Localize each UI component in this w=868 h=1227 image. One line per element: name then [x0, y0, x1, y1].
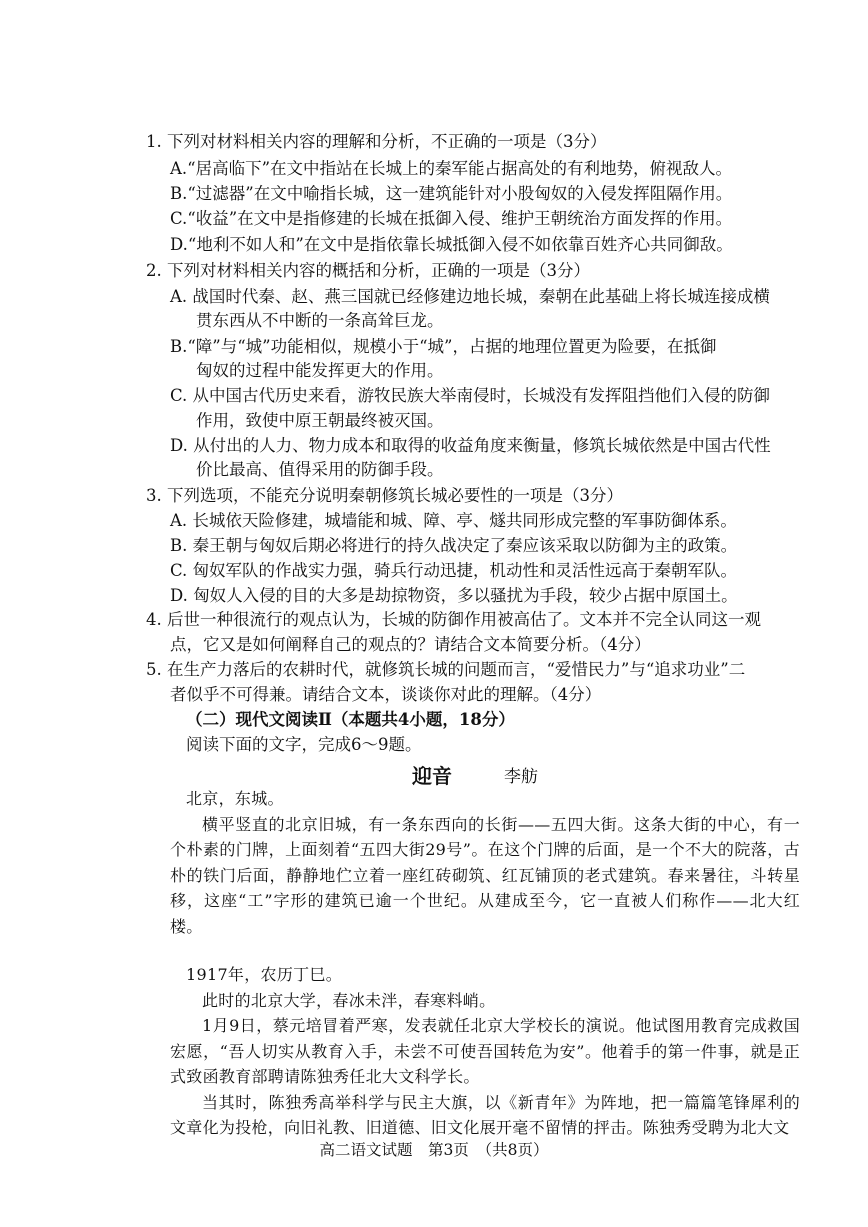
q2-option-a-cont: 贯东西从不中断的一条高耸巨龙。	[196, 311, 444, 330]
q3-option-c: C. 匈奴军队的作战实力强，骑兵行动迅捷，机动性和灵活性远高于秦朝军队。	[170, 561, 738, 580]
q2-option-b: B.“障”与“城”功能相似，规模小于“城”，占据的地理位置更为险要，在抵御	[170, 337, 717, 356]
paragraph: 1月9日，蔡元培冒着严寒，发表就任北京大学校长的演说。他试图用教育完成救国宏愿，“吾人切实从教育入手，未尝不可使吾国转危为安”。他着手的第一件事，就是正式致函教育部聘请陈独秀任北大文科学长。	[170, 1016, 800, 1086]
q2-stem: 2. 下列对材料相关内容的概括和分析，正确的一项是（3分）	[146, 261, 590, 280]
q4-stem: 4. 后世一种很流行的观点认为，长城的防御作用被高估了。文本并不完全认同这一观	[146, 610, 761, 629]
q3-option-a: A. 长城依天险修建，城墙能和城、障、亭、燧共同形成完整的军事防御体系。	[170, 511, 737, 530]
q1-option-b: B.“过滤器”在文中喻指长城，这一建筑能针对小股匈奴的入侵发挥阻隔作用。	[170, 184, 733, 203]
q2-option-c-cont: 作用，致使中原王朝最终被灭国。	[196, 411, 444, 430]
paragraph: 1917年，农历丁巳。	[186, 965, 343, 984]
page-footer: 高二语文试题 第3页 （共8页）	[319, 1141, 549, 1159]
article-body-2	[170, 962, 800, 1141]
q1-option-c: C.“收益”在文中是指修建的长城在抵御入侵、维护王朝统治方面发挥的作用。	[170, 209, 733, 228]
paragraph: 当其时，陈独秀高举科学与民主大旗，以《新青年》为阵地，把一篇篇笔锋犀利的文章化为投枪，向旧礼教、旧道德、旧文化展开毫不留情的抨击。陈独秀受聘为北大文	[170, 1092, 800, 1137]
q1-option-a: A.“居高临下”在文中指站在长城上的秦军能占据高处的有利地势，俯视敌人。	[170, 159, 733, 178]
q2-option-d-cont: 价比最高、值得采用的防御手段。	[196, 460, 444, 479]
q2-option-a: A. 战国时代秦、赵、燕三国就已经修建边地长城，秦朝在此基础上将长城连接成横	[170, 287, 770, 306]
article-body-1	[170, 786, 800, 939]
article-title: 迎音	[412, 764, 452, 788]
q2-option-b-cont: 匈奴的过程中能发挥更大的作用。	[196, 361, 444, 380]
q1-option-d: D.“地利不如人和”在文中是指依靠长城抵御入侵不如依靠百姓齐心共同御敌。	[170, 235, 733, 254]
q2-option-c: C. 从中国古代历史来看，游牧民族大举南侵时，长城没有发挥阻挡他们入侵的防御	[170, 386, 771, 405]
q4-stem-cont: 点，它又是如何阐释自己的观点的？请结合文本简要分析。（4分）	[170, 635, 651, 654]
q2-option-d: D. 从付出的人力、物力成本和取得的收益角度来衡量，修筑长城依然是中国古代性	[170, 436, 771, 455]
section-heading: （二）现代文阅读Ⅱ（本题共4小题，18分）	[186, 710, 515, 729]
paragraph: 北京，东城。	[186, 789, 284, 808]
section-instruction: 阅读下面的文字，完成6～9题。	[186, 735, 422, 754]
q3-option-b: B. 秦王朝与匈奴后期必将进行的持久战决定了秦应该采取以防御为主的政策。	[170, 536, 738, 555]
paragraph: 横平竖直的北京旧城，有一条东西向的长街——五四大街。这条大街的中心，有一个朴素的门牌，上面刻着“五四大街29号”。在这个门牌的后面，是一个不大的院落，古朴的铁门后面，静静地伫立着一座红砖砌筑、红瓦铺顶的老式建筑。春来暑往，斗转星移，这座“工”字形的建筑已逾一个世纪。从建成至今，它一直被人们称作——北大红楼。	[170, 814, 800, 936]
paragraph: 此时的北京大学，春冰未泮，春寒料峭。	[202, 990, 496, 1010]
q3-stem: 3. 下列选项，不能充分说明秦朝修筑长城必要性的一项是（3分）	[146, 486, 623, 505]
q5-stem-cont: 者似乎不可得兼。请结合文本，谈谈你对此的理解。（4分）	[170, 685, 602, 704]
q3-option-d: D. 匈奴人入侵的目的大多是劫掠物资，多以骚扰为手段，较少占据中原国土。	[170, 586, 738, 605]
article-author: 李舫	[504, 767, 538, 787]
q5-stem: 5. 在生产力落后的农耕时代，就修筑长城的问题而言，“爱惜民力”与“追求功业”二	[146, 660, 746, 679]
q1-stem: 1. 下列对材料相关内容的理解和分析，不正确的一项是（3分）	[146, 132, 607, 151]
